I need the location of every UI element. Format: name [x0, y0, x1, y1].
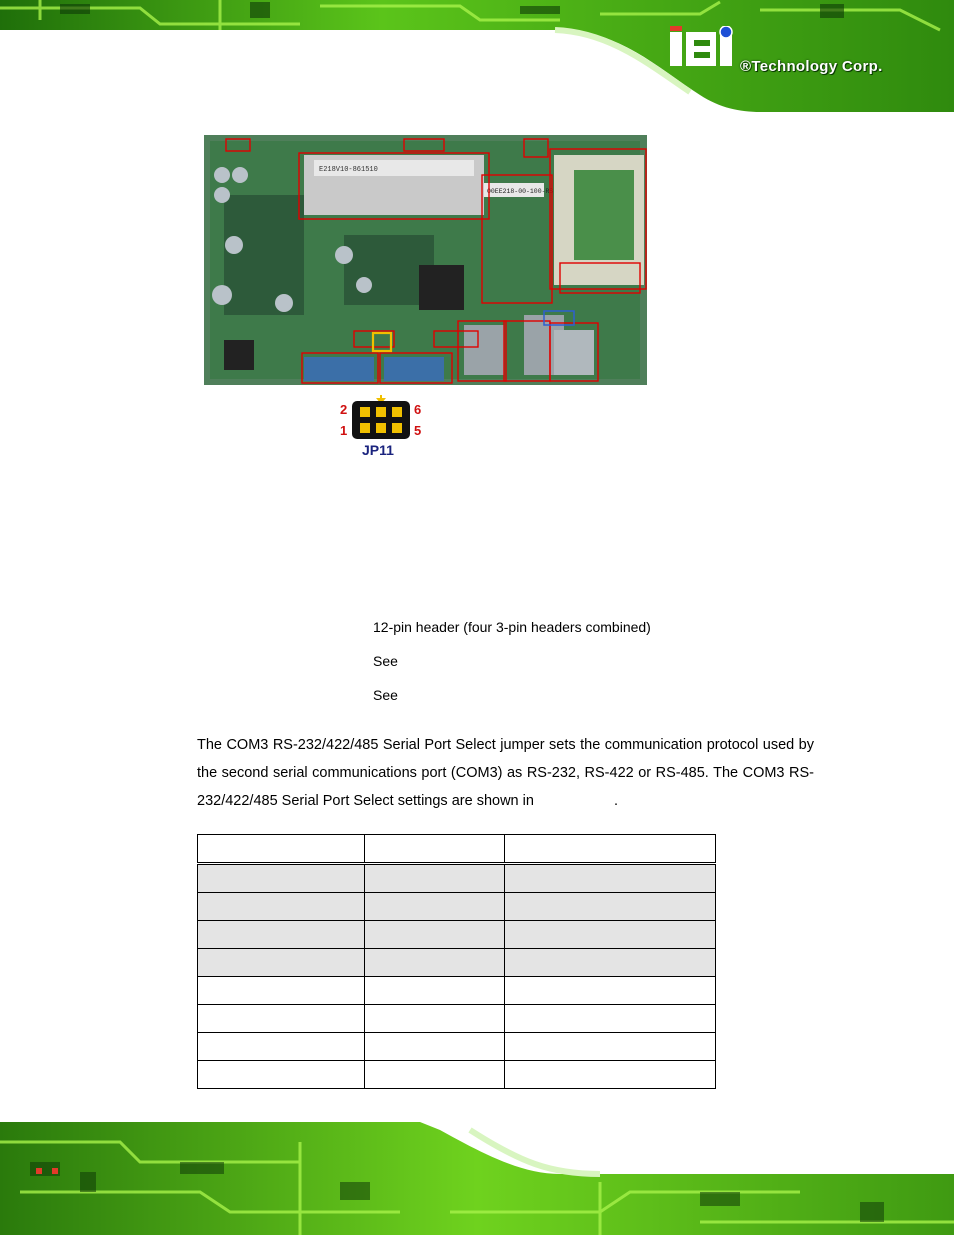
paragraph-text: The COM3 RS-232/422/485 Serial Port Select jumper sets the communication protocol used by the second serial communications port (COM3) as RS-232, RS-422 or RS-485. The COM3 RS-232/422/485 Serial Port Select settings are shown in [197, 737, 814, 809]
table-row [198, 949, 716, 977]
table-row [198, 1061, 716, 1089]
body-paragraph [197, 731, 814, 815]
jumper-location-value: See [373, 687, 398, 703]
pin-6-label: 6 [414, 402, 422, 417]
pin-1-label: 1 [340, 423, 348, 438]
brand-text: ®Technology Corp. [740, 58, 883, 75]
table-row [198, 1033, 716, 1061]
jumper-type-value: 12-pin header (four 3-pin headers combined) [373, 619, 651, 635]
table-row [198, 864, 716, 893]
paragraph-end: . [613, 793, 618, 809]
table-row [198, 921, 716, 949]
table-header-row [198, 835, 716, 864]
settings-table [197, 834, 716, 1089]
circuit-board-footer-graphic [0, 1122, 954, 1235]
board-label-a: E218V10-861510 [319, 166, 378, 174]
footer-banner [0, 1122, 954, 1235]
jp11-label: JP11 [362, 442, 394, 458]
header-banner [0, 0, 954, 112]
table-row [198, 893, 716, 921]
table-row [198, 977, 716, 1005]
board-photo [204, 135, 647, 385]
jp11-pin-diagram [330, 395, 440, 460]
board-label-b: 00EE218-00-100-RS [487, 188, 554, 195]
pin-2-label: 2 [340, 402, 348, 417]
table-row [198, 1005, 716, 1033]
jumper-settings-value: See [373, 653, 398, 669]
pin-5-label: 5 [414, 423, 422, 438]
